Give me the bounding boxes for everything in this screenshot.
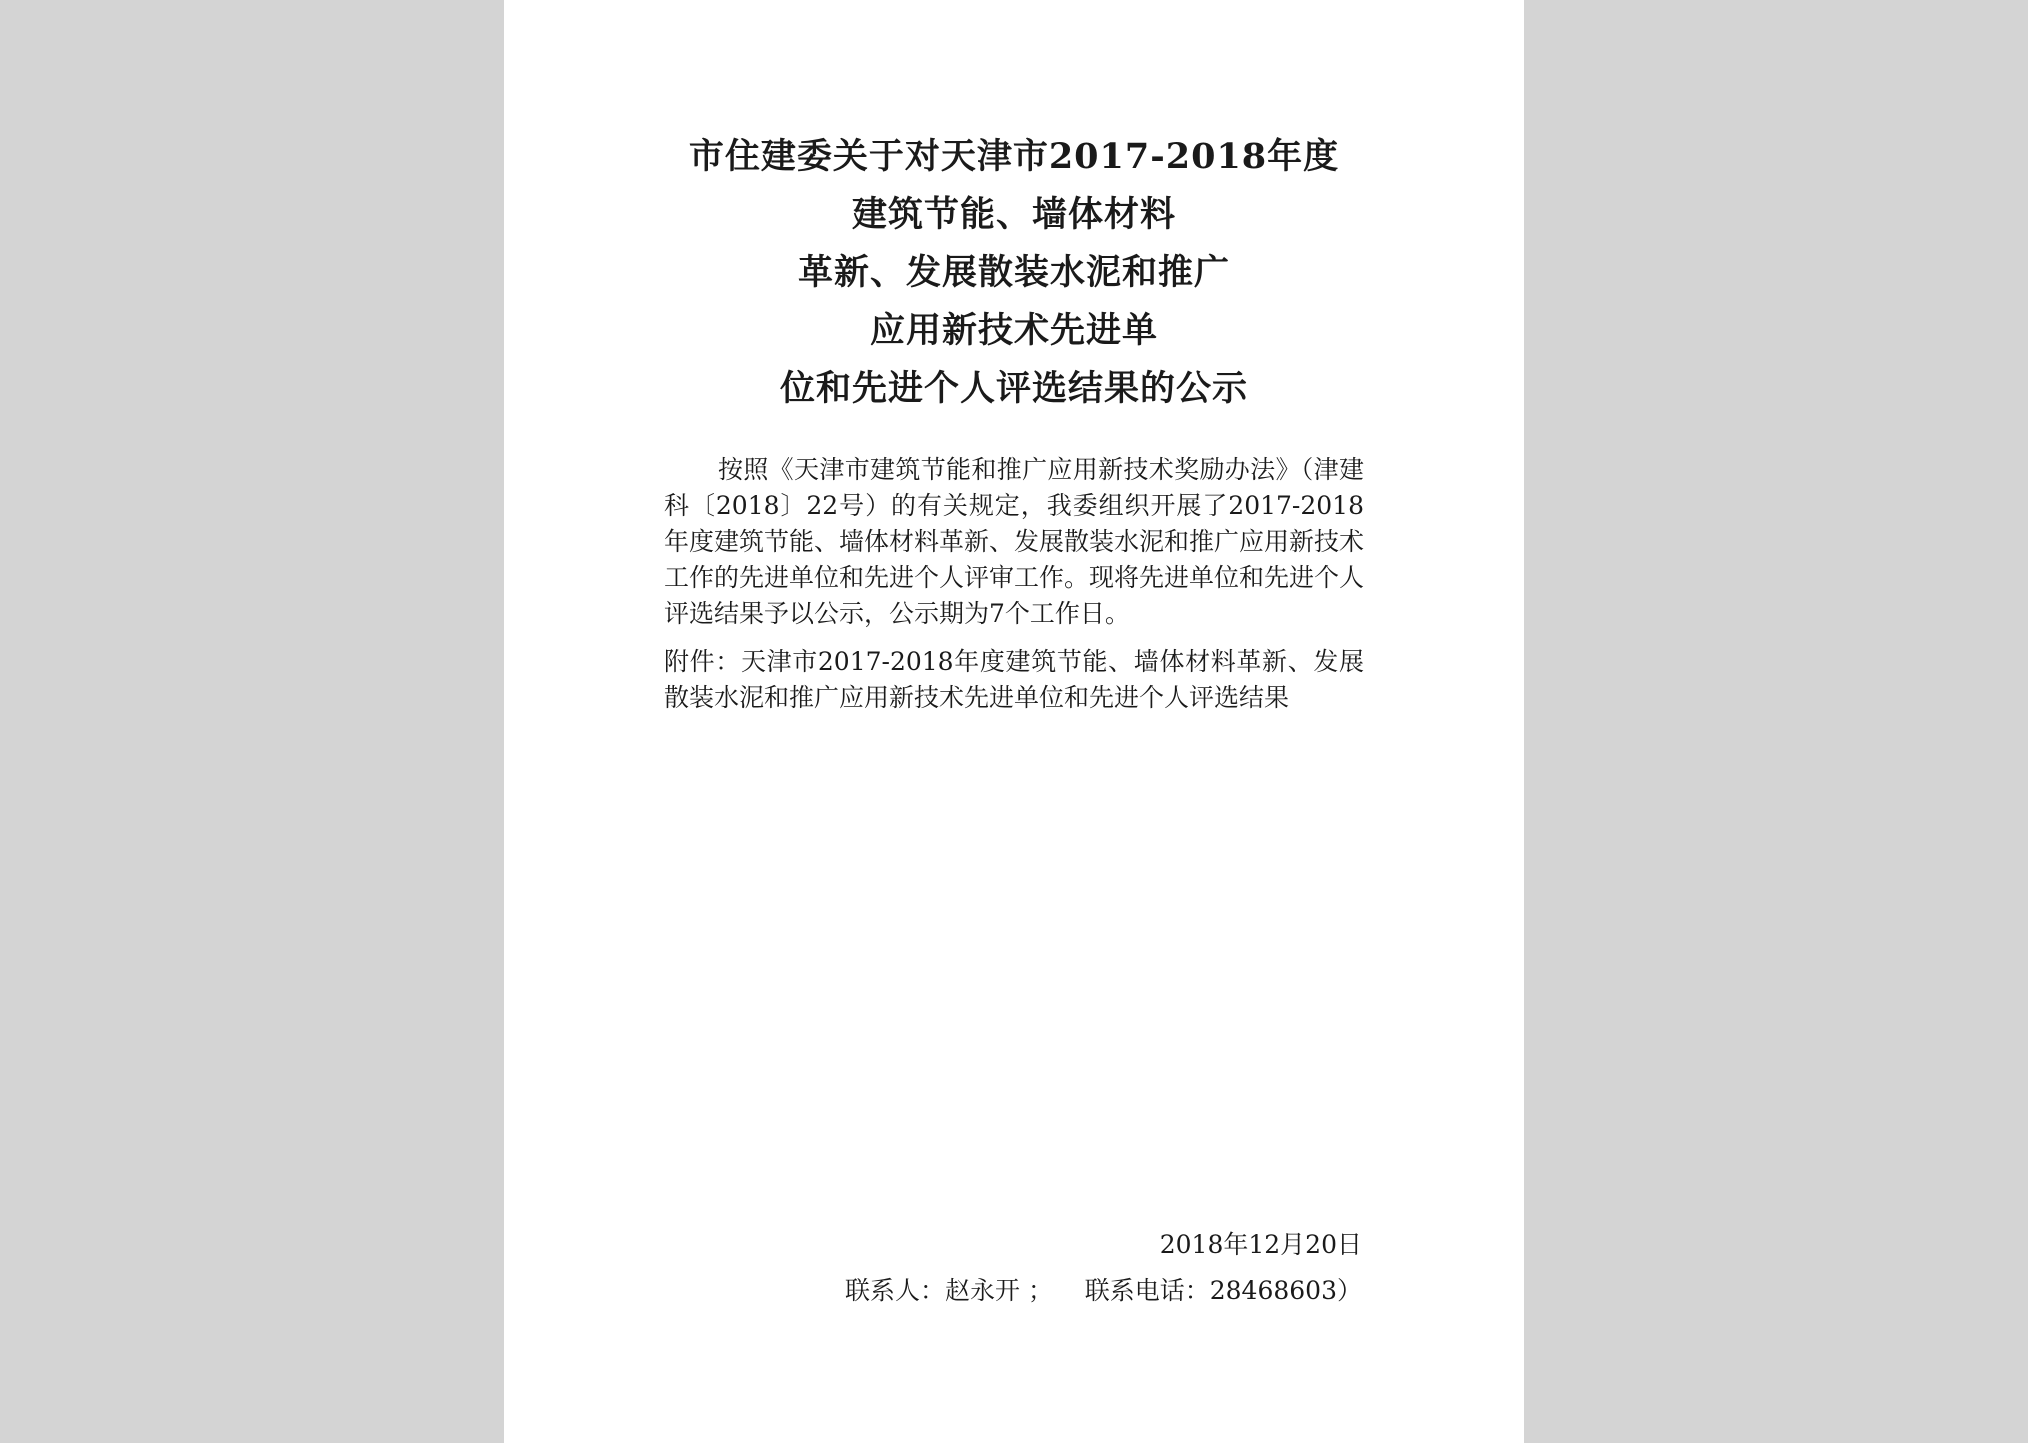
- contact-separator: ；: [1020, 1276, 1085, 1305]
- contact-phone-label: 联系电话：: [1084, 1276, 1210, 1305]
- document-title: [504, 128, 1524, 418]
- title-line-4: 应用新技术先进单: [869, 310, 1158, 351]
- signature-block: [845, 1222, 1362, 1314]
- attachment-note: 附件：天津市2017-2018年度建筑节能、墙体材料革新、发展散装水泥和推广应用新技术先进单位和先进个人评选结果: [664, 647, 1364, 712]
- document-page: [504, 0, 1524, 1443]
- title-line-2: 建筑节能、墙体材料: [851, 194, 1176, 235]
- body-paragraph: 按照《天津市建筑节能和推广应用新技术奖励办法》（津建科〔2018〕22号）的有关规定，我委组织开展了2017-2018年度建筑节能、墙体材料革新、发展散装水泥和推广应用新技术工作的先进单位和先进个人评审工作。现将先进单位和先进个人评选结果予以公示，公示期为7个工作日。: [664, 455, 1365, 628]
- title-line-1: 市住建委关于对天津市2017-2018年度: [688, 136, 1340, 177]
- contact-person-label: 联系人：: [844, 1276, 945, 1305]
- contact-person-name: 赵永开: [944, 1276, 1020, 1305]
- issue-date: 2018年12月20日: [1159, 1230, 1362, 1259]
- title-line-3: 革新、发展散装水泥和推广: [797, 252, 1230, 293]
- document-body: [664, 452, 1364, 716]
- contact-line: [845, 1268, 1362, 1314]
- title-line-5: 位和先进个人评选结果的公示: [779, 368, 1248, 409]
- contact-phone-number: 28468603）: [1209, 1276, 1362, 1305]
